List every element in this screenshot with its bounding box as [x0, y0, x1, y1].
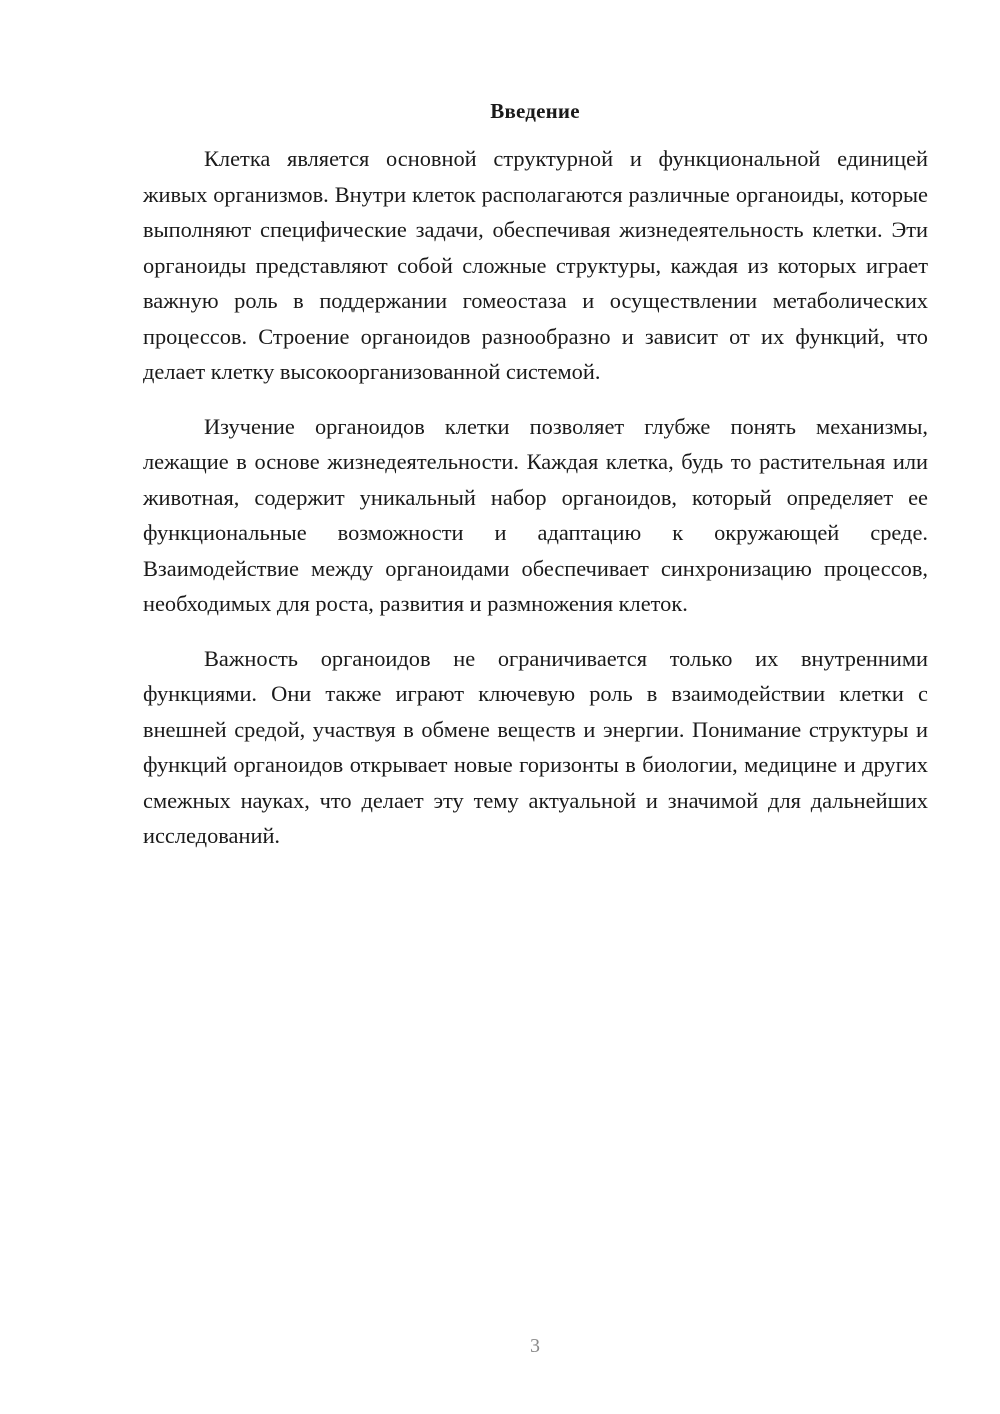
section-heading: Введение [490, 99, 580, 123]
paragraph-3: Важность органоидов не ограничивается только их внутренними функциями. Они также играют ключевую роль в взаимодействии клетки с внешней средой, участвуя в обмене веществ и энергии. Понимание структуры и функций органоидов открывает новые горизонты в биологии, медицине и других смежных науках, что делает эту тему актуальной и значимой для дальнейших исследований. [143, 645, 928, 848]
body-text [143, 141, 928, 854]
paragraph-1: Клетка является основной структурной и функциональной единицей живых организмов. Внутри клеток располагаются различные органоиды, которые выполняют специфические задачи, обеспечивая жизнедеятельность клетки. Эти органоиды представляют собой сложные структуры, каждая из которых играет важную роль в поддержании гомеостаза и осуществлении метаболических процессов. Строение органоидов разнообразно и зависит от их функций, что делает клетку высокоорганизованной системой. [143, 146, 928, 384]
paragraph-2: Изучение органоидов клетки позволяет глубже понять механизмы, лежащие в основе жизнедеятельности. Каждая клетка, будь то растительная или животная, содержит уникальный набор органоидов, который определяет ее функциональные возможности и адаптацию к окружающей среде. Взаимодействие между органоидами обеспечивает синхронизацию процессов, необходимых для роста, развития и размножения клеток. [143, 413, 928, 616]
page-number: 3 [530, 1335, 540, 1357]
